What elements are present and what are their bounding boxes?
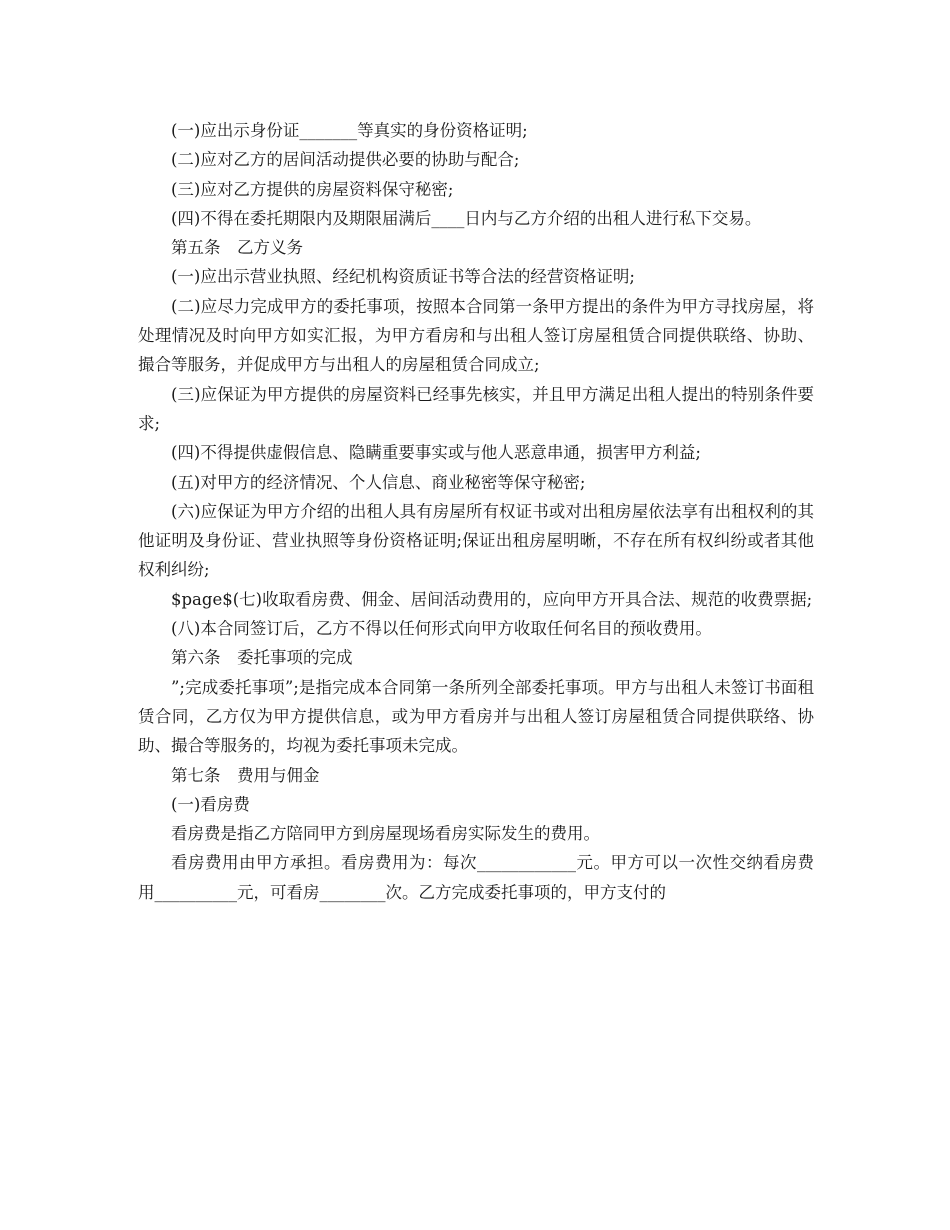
clause-paragraph: (四)不得在委托期限内及期限届满后____日内与乙方介绍的出租人进行私下交易。 <box>171 208 762 228</box>
clause-paragraph: ”;完成委托事项”;是指完成本合同第一条所列全部委托事项。甲方与出租人未签订书面租赁合同，乙方仅为甲方提供信息，或为甲方看房并与出租人签订房屋租赁合同提供联络、协助、撮合等服务的，均视为委托事项未完成。 <box>138 677 814 756</box>
section-heading: 第六条 委托事项的完成 <box>171 648 353 668</box>
clause-paragraph: (一)应出示营业执照、经纪机构资质证书等合法的经营资格证明; <box>171 267 635 287</box>
clause-paragraph: $page$(七)收取看房费、佣金、居间活动费用的，应向甲方开具合法、规范的收费票据; <box>171 589 813 609</box>
clause-paragraph: (八)本合同签订后，乙方不得以任何形式向甲方收取任何名目的预收费用。 <box>171 619 712 639</box>
clause-paragraph: (六)应保证为甲方介绍的出租人具有房屋所有权证书或对出租房屋依法享有出租权利的其他证明及身份证、营业执照等身份资格证明;保证出租房屋明晰，不存在所有权纠纷或者其他权利纠纷; <box>138 501 814 580</box>
clause-paragraph: (二)应尽力完成甲方的委托事项，按照本合同第一条甲方提出的条件为甲方寻找房屋，将处理情况及时向甲方如实汇报，为甲方看房和与出租人签订房屋租赁合同提供联络、协助、撮合等服务，并促成甲方与出租人的房屋租赁合同成立; <box>138 296 814 375</box>
section-heading: 第五条 乙方义务 <box>171 238 303 258</box>
section-heading: 第七条 费用与佣金 <box>171 765 320 785</box>
clause-paragraph: (五)对甲方的经济情况、个人信息、商业秘密等保守秘密; <box>171 472 586 492</box>
clause-paragraph: (三)应对乙方提供的房屋资料保守秘密; <box>171 179 454 199</box>
clause-paragraph: 看房费用由甲方承担。看房费用为：每次____________元。甲方可以一次性交纳看房费用__________元，可看房________次。乙方完成委托事项的，甲方支付的 <box>138 853 814 902</box>
subsection-heading: (一)看房费 <box>171 794 250 814</box>
clause-paragraph: (二)应对乙方的居间活动提供必要的协助与配合; <box>171 150 520 170</box>
document-body <box>138 116 814 907</box>
clause-paragraph: (一)应出示身份证_______等真实的身份资格证明; <box>171 121 528 140</box>
clause-paragraph: (四)不得提供虚假信息、隐瞒重要事实或与他人恶意串通，损害甲方利益; <box>171 443 701 463</box>
clause-paragraph: 看房费是指乙方陪同甲方到房屋现场看房实际发生的费用。 <box>171 824 600 844</box>
clause-paragraph: (三)应保证为甲方提供的房屋资料已经事先核实，并且甲方满足出租人提出的特别条件要求; <box>138 384 814 433</box>
